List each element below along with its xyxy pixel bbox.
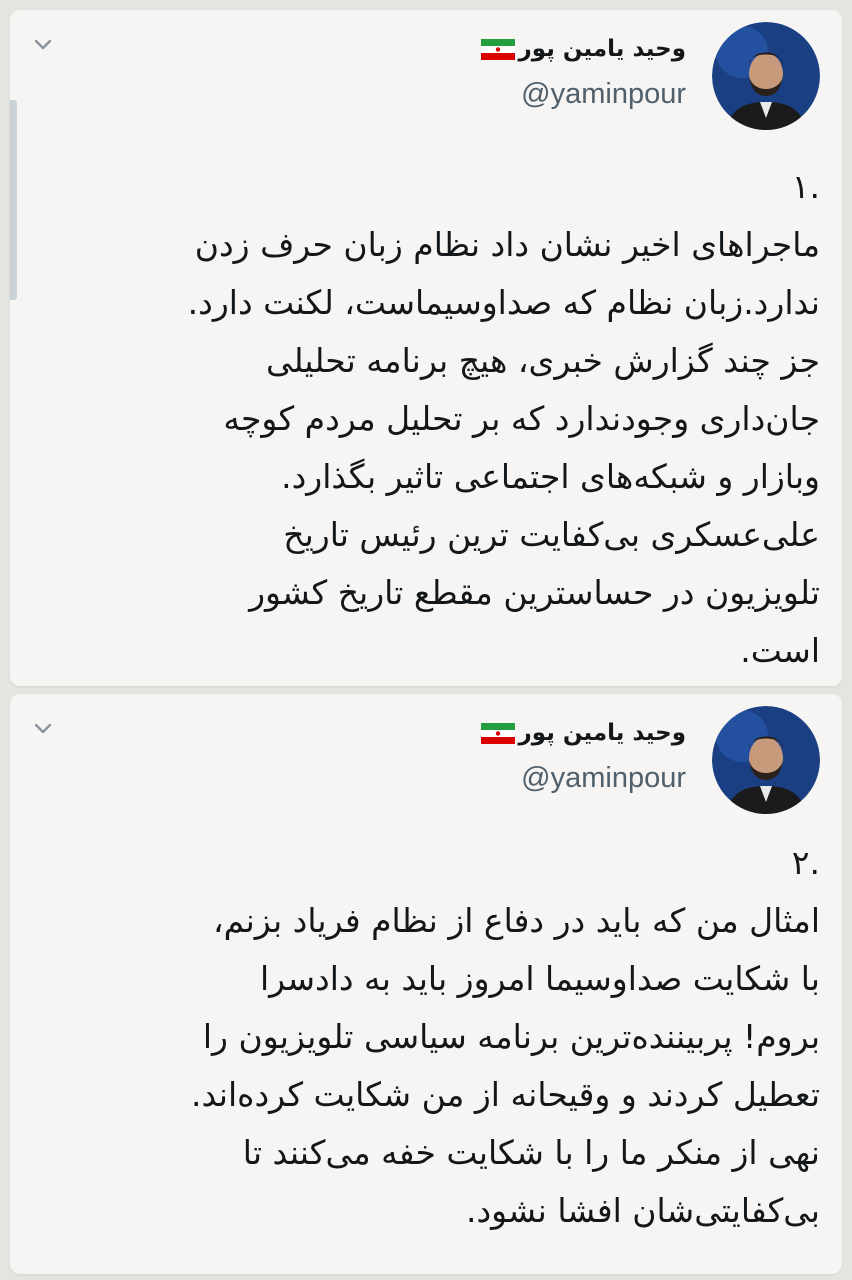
scrollbar[interactable] — [10, 100, 17, 300]
tweet-line: ماجراهای اخیر نشان داد نظام زبان حرف زدن — [194, 225, 820, 264]
tweet-line: تعطیل کردند و وقیحانه از من شکایت کرده‌اند. — [191, 1075, 820, 1114]
tweet-header — [481, 22, 820, 130]
tweet-line: بروم! پربیننده‌ترین برنامه سیاسی تلویزیون را — [202, 1017, 820, 1056]
chevron-down-icon[interactable] — [32, 34, 54, 56]
author-name: وحید یامین پور — [518, 36, 686, 62]
chevron-down-icon[interactable] — [32, 718, 54, 740]
tweet-line: .۱ — [791, 167, 820, 206]
tweet-text — [32, 158, 820, 680]
tweet-line: .۲ — [791, 843, 820, 882]
tweet-line: بی‌کفایتی‌شان افشا نشود. — [465, 1191, 820, 1230]
author-name-row[interactable] — [481, 720, 686, 746]
tweet-card-1[interactable] — [10, 10, 842, 686]
iran-flag-icon — [481, 723, 515, 744]
tweet-line: جز چند گزارش خبری، هیچ برنامه تحلیلی — [265, 341, 820, 380]
tweet-line: امثال من که باید در دفاع از نظام فریاد بزنم، — [213, 901, 820, 940]
author-name-row[interactable] — [481, 36, 686, 62]
tweet-line: وبازار و شبکه‌های اجتماعی تاثیر بگذارد. — [281, 457, 820, 496]
author-block — [481, 36, 686, 111]
tweet-line: ندارد.زبان نظام که صداوسیماست، لکنت دارد. — [187, 283, 820, 322]
tweet-line: با شکایت صداوسیما امروز باید به دادسرا — [259, 959, 820, 998]
tweet-line: علی‌عسکری بی‌کفایت ترین رئیس تاریخ — [283, 515, 820, 554]
tweet-line: نهی از منکر ما را با شکایت خفه می‌کنند تا — [242, 1133, 820, 1172]
author-name: وحید یامین پور — [518, 720, 686, 746]
author-handle[interactable]: @yaminpour — [521, 762, 686, 794]
tweet-header — [481, 706, 820, 814]
tweet-text — [32, 834, 820, 1240]
iran-flag-icon — [481, 39, 515, 60]
tweet-line: تلویزیون در حساسترین مقطع تاریخ کشور — [249, 573, 820, 612]
avatar[interactable] — [712, 706, 820, 814]
tweet-line: است. — [740, 631, 820, 670]
avatar[interactable] — [712, 22, 820, 130]
author-block — [481, 720, 686, 795]
tweet-card-2[interactable] — [10, 694, 842, 1274]
author-handle[interactable]: @yaminpour — [521, 78, 686, 110]
tweet-line: جان‌داری وجودندارد که بر تحلیل مردم کوچه — [223, 399, 820, 438]
